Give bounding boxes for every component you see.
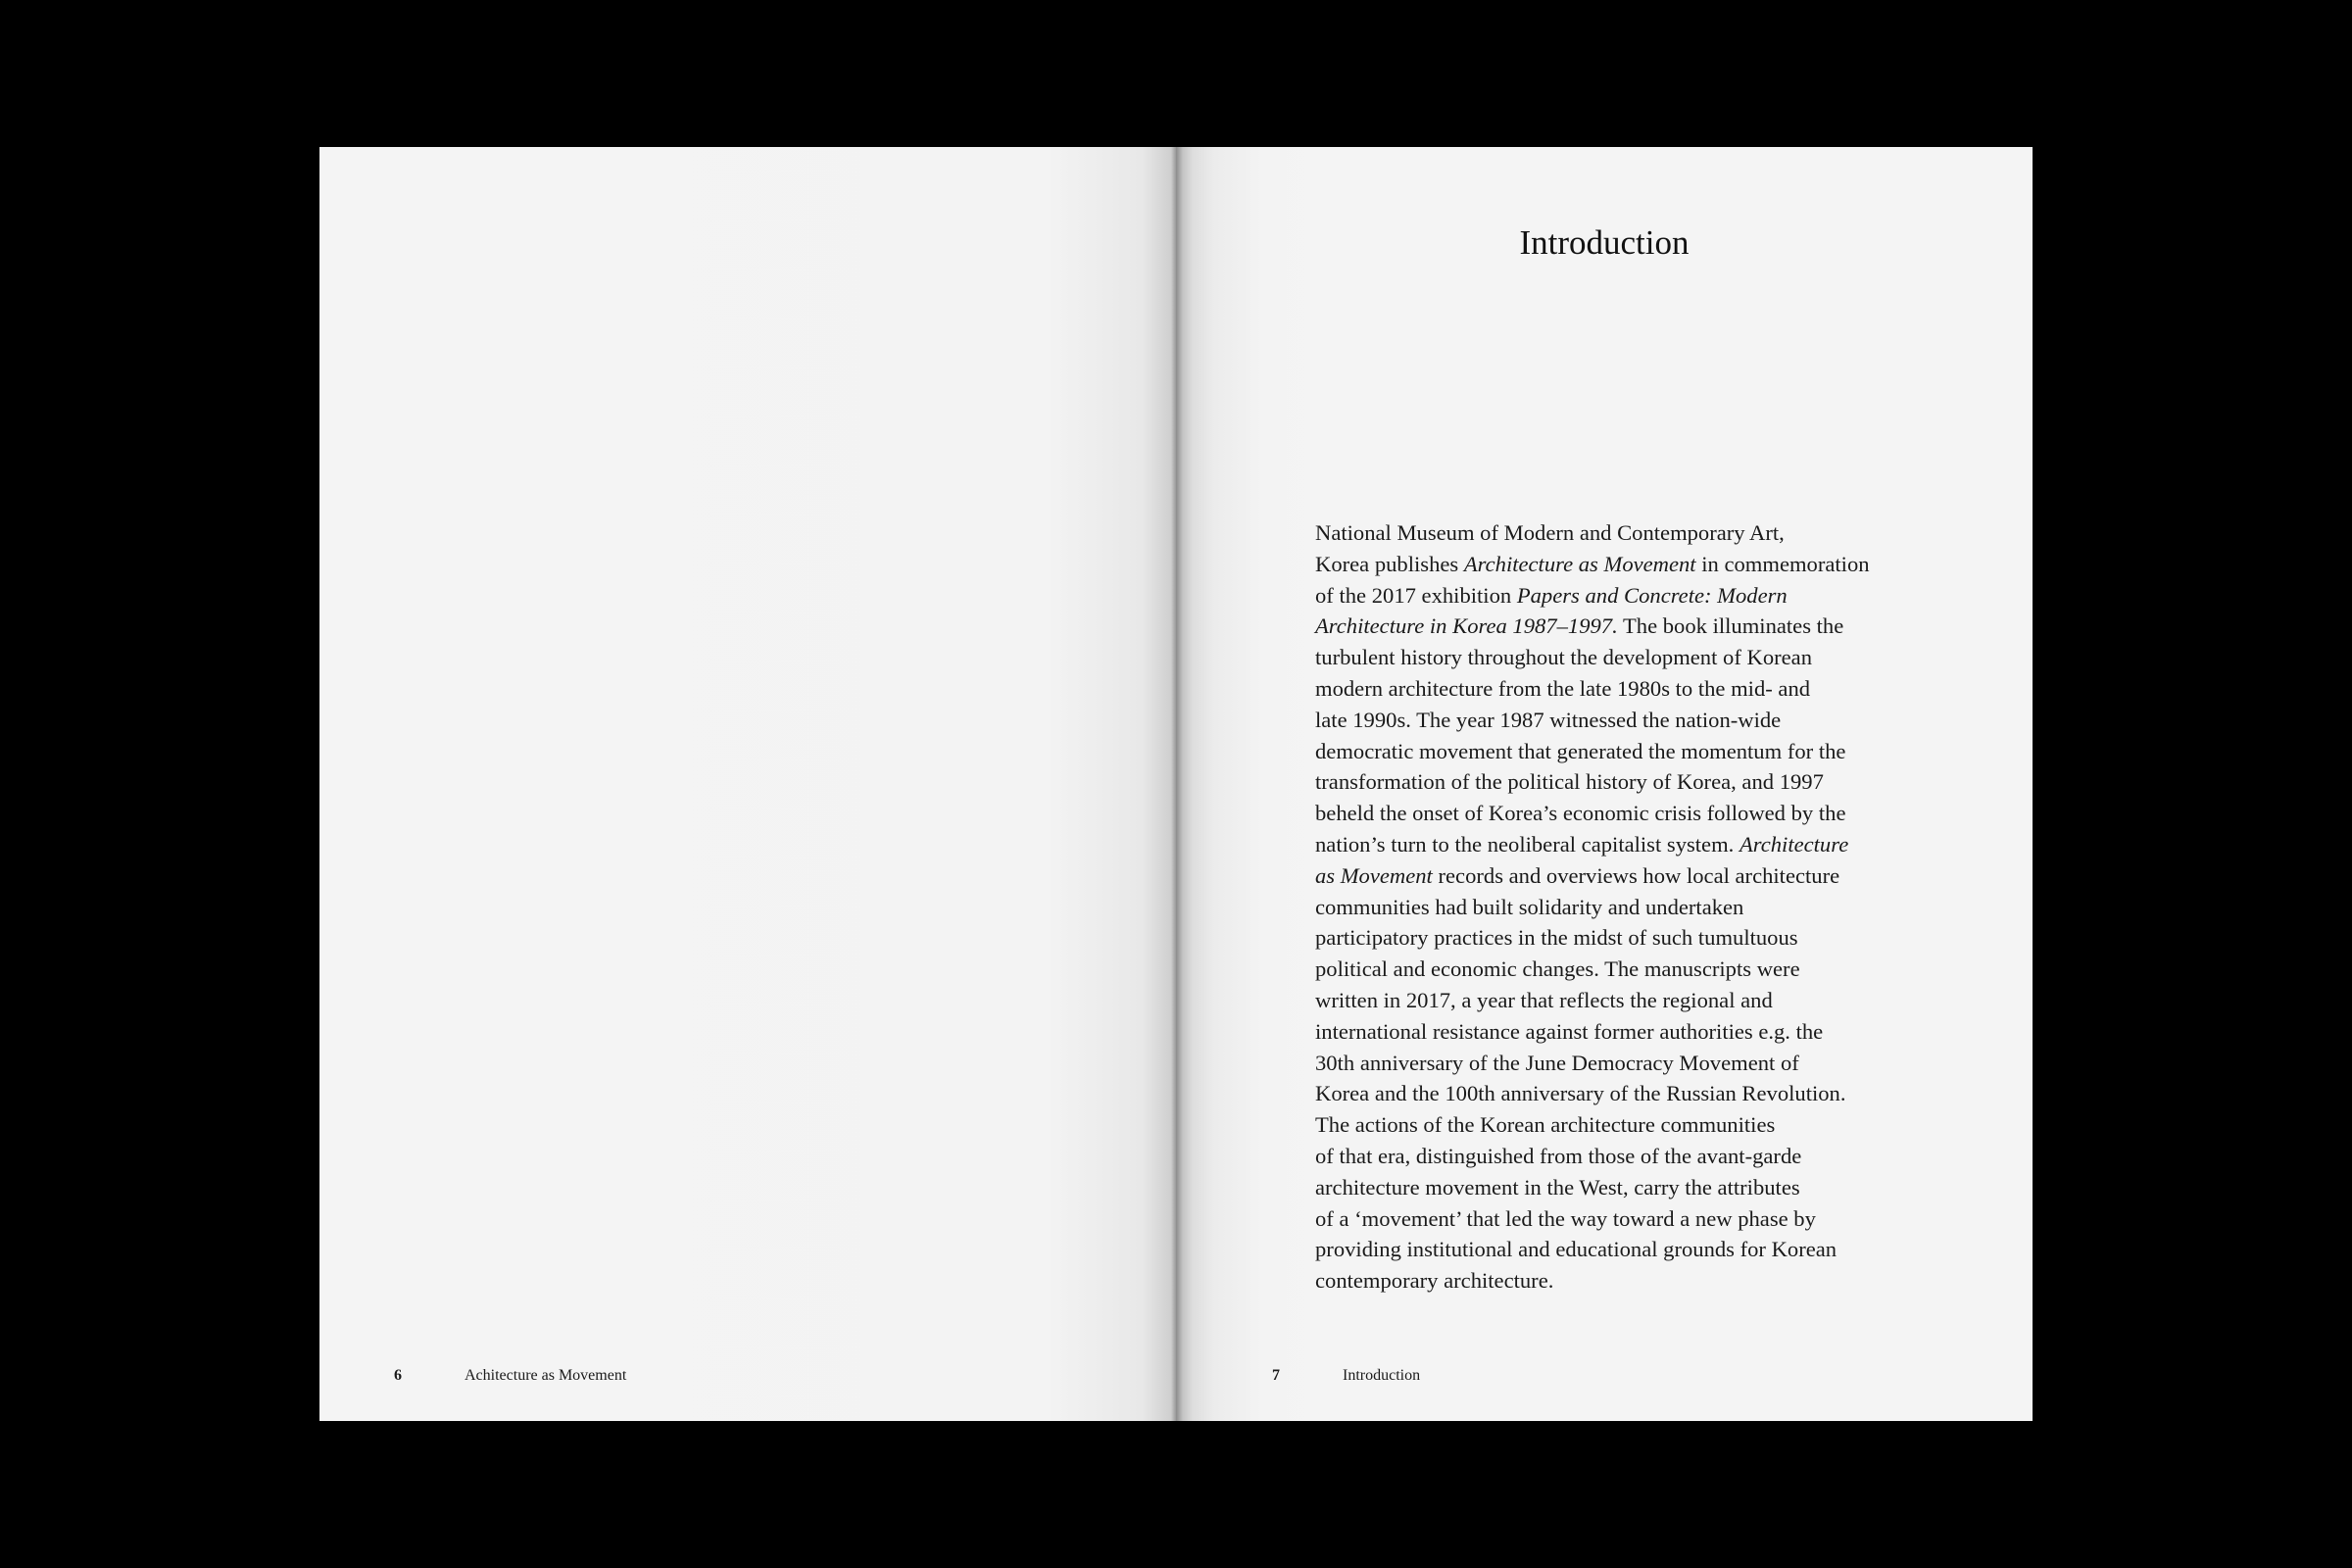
- body-line: [1315, 954, 1962, 985]
- left-page-number: 6: [394, 1367, 402, 1384]
- body-text-run: records and overviews how local architecture: [1432, 862, 1840, 888]
- body-text-run: 30th anniversary of the June Democracy Movement of: [1315, 1050, 1799, 1075]
- body-text-run: Korea publishes: [1315, 551, 1464, 576]
- body-text-run: National Museum of Modern and Contemporary Art,: [1315, 520, 1785, 545]
- body-text-run: turbulent history throughout the development of Korean: [1315, 645, 1812, 670]
- body-text-run: late 1990s. The year 1987 witnessed the nation-wide: [1315, 707, 1782, 732]
- introduction-body-text: [1315, 517, 1962, 1297]
- italic-title: as Movement: [1315, 862, 1433, 888]
- body-line: [1315, 673, 1962, 705]
- body-line: [1315, 766, 1962, 798]
- body-text-run: of that era, distinguished from those of the avant-garde: [1315, 1143, 1802, 1168]
- body-line: [1315, 1109, 1962, 1141]
- italic-title: Architecture in Korea 1987–1997.: [1315, 613, 1618, 639]
- body-text-run: The actions of the Korean architecture communities: [1315, 1112, 1776, 1138]
- body-line: [1315, 860, 1962, 892]
- body-text-run: providing institutional and educational grounds for Korean: [1315, 1237, 1838, 1262]
- body-line: [1315, 985, 1962, 1016]
- body-text-run: Korea and the 100th anniversary of the Russian Revolution.: [1315, 1081, 1846, 1106]
- body-text-run: contemporary architecture.: [1315, 1268, 1554, 1294]
- body-line: [1315, 892, 1962, 923]
- body-line: [1315, 829, 1962, 860]
- body-line: [1315, 1078, 1962, 1109]
- body-text-run: participatory practices in the midst of such tumultuous: [1315, 925, 1798, 951]
- body-line: [1315, 1234, 1962, 1265]
- body-text-run: international resistance against former authorities e.g. the: [1315, 1018, 1824, 1044]
- body-line: [1315, 1141, 1962, 1172]
- italic-title: Architecture as Movement: [1463, 551, 1696, 576]
- italic-title: Papers and Concrete: Modern: [1516, 582, 1788, 608]
- body-text-run: of a ‘movement’ that led the way toward a new phase by: [1315, 1205, 1816, 1231]
- body-text-run: written in 2017, a year that reflects the regional and: [1315, 987, 1773, 1012]
- right-running-head: Introduction: [1343, 1367, 1421, 1384]
- body-line: [1315, 1048, 1962, 1079]
- body-line: [1315, 580, 1962, 612]
- body-line: [1315, 736, 1962, 767]
- body-text-run: democratic movement that generated the momentum for the: [1315, 738, 1846, 763]
- body-text-run: communities had built solidarity and undertaken: [1315, 894, 1744, 919]
- body-text-run: architecture movement in the West, carry the attributes: [1315, 1174, 1800, 1200]
- body-line: [1315, 1265, 1962, 1297]
- left-page: [319, 147, 1176, 1421]
- left-running-head: Achitecture as Movement: [465, 1367, 627, 1384]
- body-line: [1315, 798, 1962, 829]
- body-text-run: political and economic changes. The manuscripts were: [1315, 956, 1800, 982]
- body-line: [1315, 549, 1962, 580]
- body-line: [1315, 517, 1962, 549]
- body-line: [1315, 1203, 1962, 1235]
- body-line: [1315, 922, 1962, 954]
- body-text-run: nation’s turn to the neoliberal capitalist system.: [1315, 831, 1740, 857]
- body-line: [1315, 705, 1962, 736]
- body-text-run: beheld the onset of Korea’s economic crisis followed by the: [1315, 801, 1846, 826]
- body-text-run: of the 2017 exhibition: [1315, 582, 1517, 608]
- italic-title: Architecture: [1739, 831, 1849, 857]
- body-line: [1315, 1172, 1962, 1203]
- body-line: [1315, 642, 1962, 673]
- chapter-title: Introduction: [1519, 223, 1690, 262]
- body-text-run: modern architecture from the late 1980s to the mid- and: [1315, 675, 1811, 701]
- body-line: [1315, 611, 1962, 642]
- body-line: [1315, 1016, 1962, 1048]
- body-text-run: in commemoration: [1695, 551, 1870, 576]
- body-text-run: The book illuminates the: [1617, 613, 1844, 639]
- body-text-run: transformation of the political history of Korea, and 1997: [1315, 769, 1824, 795]
- right-page-number: 7: [1272, 1367, 1280, 1384]
